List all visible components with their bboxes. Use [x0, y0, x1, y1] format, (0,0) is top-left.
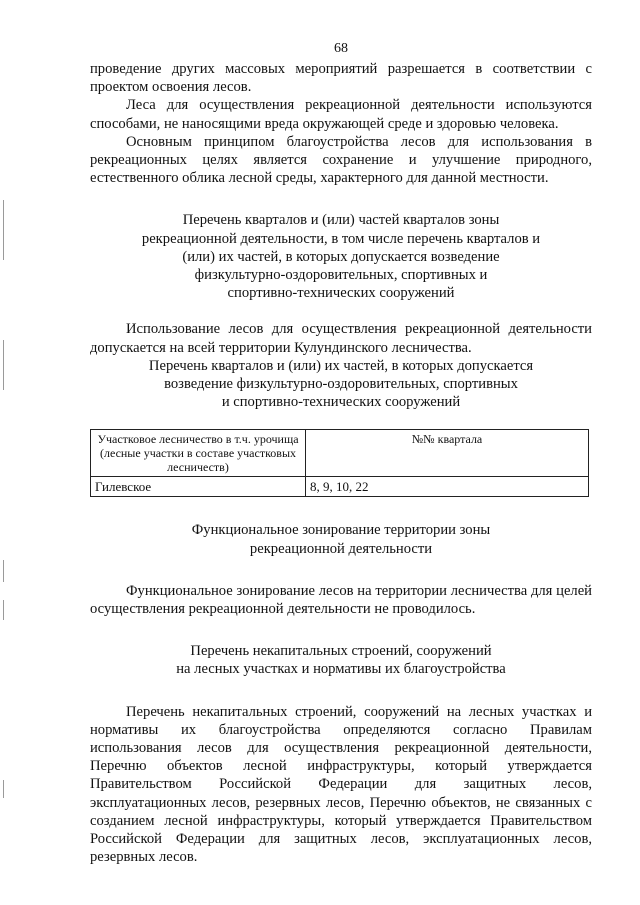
table-header-row — [91, 430, 589, 477]
heading-line: спортивно-технических сооружений — [227, 285, 455, 302]
heading-line: Перечень некапитальных строений, сооружений — [190, 643, 492, 660]
heading-line: Перечень кварталов и (или) частей кварталов зоны — [182, 212, 500, 229]
quarters-table — [90, 429, 589, 497]
structures-paragraph: Перечень некапитальных строений, сооружений на лесных участках и нормативы их благоустройства определяются согласно Правилам использования лесов для осуществления рекреационной деятельности, Перечню объектов лесной инфраструктуры, который утверждается Правительством Российской Федерации для защитных лесов, эксплуатационных лесов, резервных лесов, Перечню объектов, не связанных с созданием лесной инфраструктуры, который утверждается Правительством Российской Федерации для защитных лесов, эксплуатационных лесов, резервных лесов. — [90, 703, 592, 866]
cell-forestry: Гилевское — [91, 477, 306, 497]
heading-line: на лесных участках и нормативы их благоустройства — [176, 661, 506, 678]
document-page — [90, 40, 592, 867]
heading-line: Функциональное зонирование территории зоны — [191, 522, 491, 539]
header-forestry: Участковое лесничество в т.ч. урочища (лесные участки в составе участковых лесничеств) — [91, 430, 306, 477]
cell-quarters: 8, 9, 10, 22 — [306, 477, 589, 497]
zoning-paragraph: Функциональное зонирование лесов на территории лесничества для целей осуществления рекреационной деятельности не проводилось. — [90, 582, 592, 618]
table-caption — [90, 357, 592, 412]
caption-line: и спортивно-технических сооружений — [221, 394, 461, 411]
heading-line: рекреационной деятельности, в том числе перечень кварталов и — [141, 230, 541, 247]
scan-mark — [3, 200, 4, 260]
header-quarter-numbers: №№ квартала — [306, 430, 589, 477]
recreation-use-paragraph: Использование лесов для осуществления рекреационной деятельности допускается на всей территории Кулундинского лесничества. — [90, 321, 592, 356]
scan-mark — [3, 600, 4, 620]
intro-paragraph: Леса для осуществления рекреационной деятельности используются способами, не наносящими вреда окружающей среде и здоровью человека. — [90, 97, 592, 132]
table-row — [91, 477, 589, 497]
scan-mark — [3, 560, 4, 582]
caption-line: Перечень кварталов и (или) их частей, в которых допускается — [148, 357, 534, 374]
heading-line: физкультурно-оздоровительных, спортивных и — [194, 267, 488, 284]
heading-line: рекреационной деятельности — [249, 540, 433, 557]
intro-paragraph: Основным принципом благоустройства лесов для использования в рекреационных целях является сохранение и улучшение природного, естественного облика лесной среды, характерного для данной местности. — [90, 133, 592, 187]
scan-mark — [3, 340, 4, 390]
caption-line: возведение физкультурно-оздоровительных, спортивных — [164, 376, 518, 393]
page-number: 68 — [334, 41, 348, 56]
section-heading-structures — [90, 642, 592, 678]
intro-paragraph-continuation: проведение других массовых мероприятий разрешается в соответствии с проектом освоения лесов. — [90, 61, 592, 96]
section-heading-quarters — [90, 211, 592, 302]
scan-mark — [3, 780, 4, 798]
heading-line: (или) их частей, в которых допускается возведение — [182, 248, 500, 265]
section-heading-zoning — [90, 521, 592, 557]
